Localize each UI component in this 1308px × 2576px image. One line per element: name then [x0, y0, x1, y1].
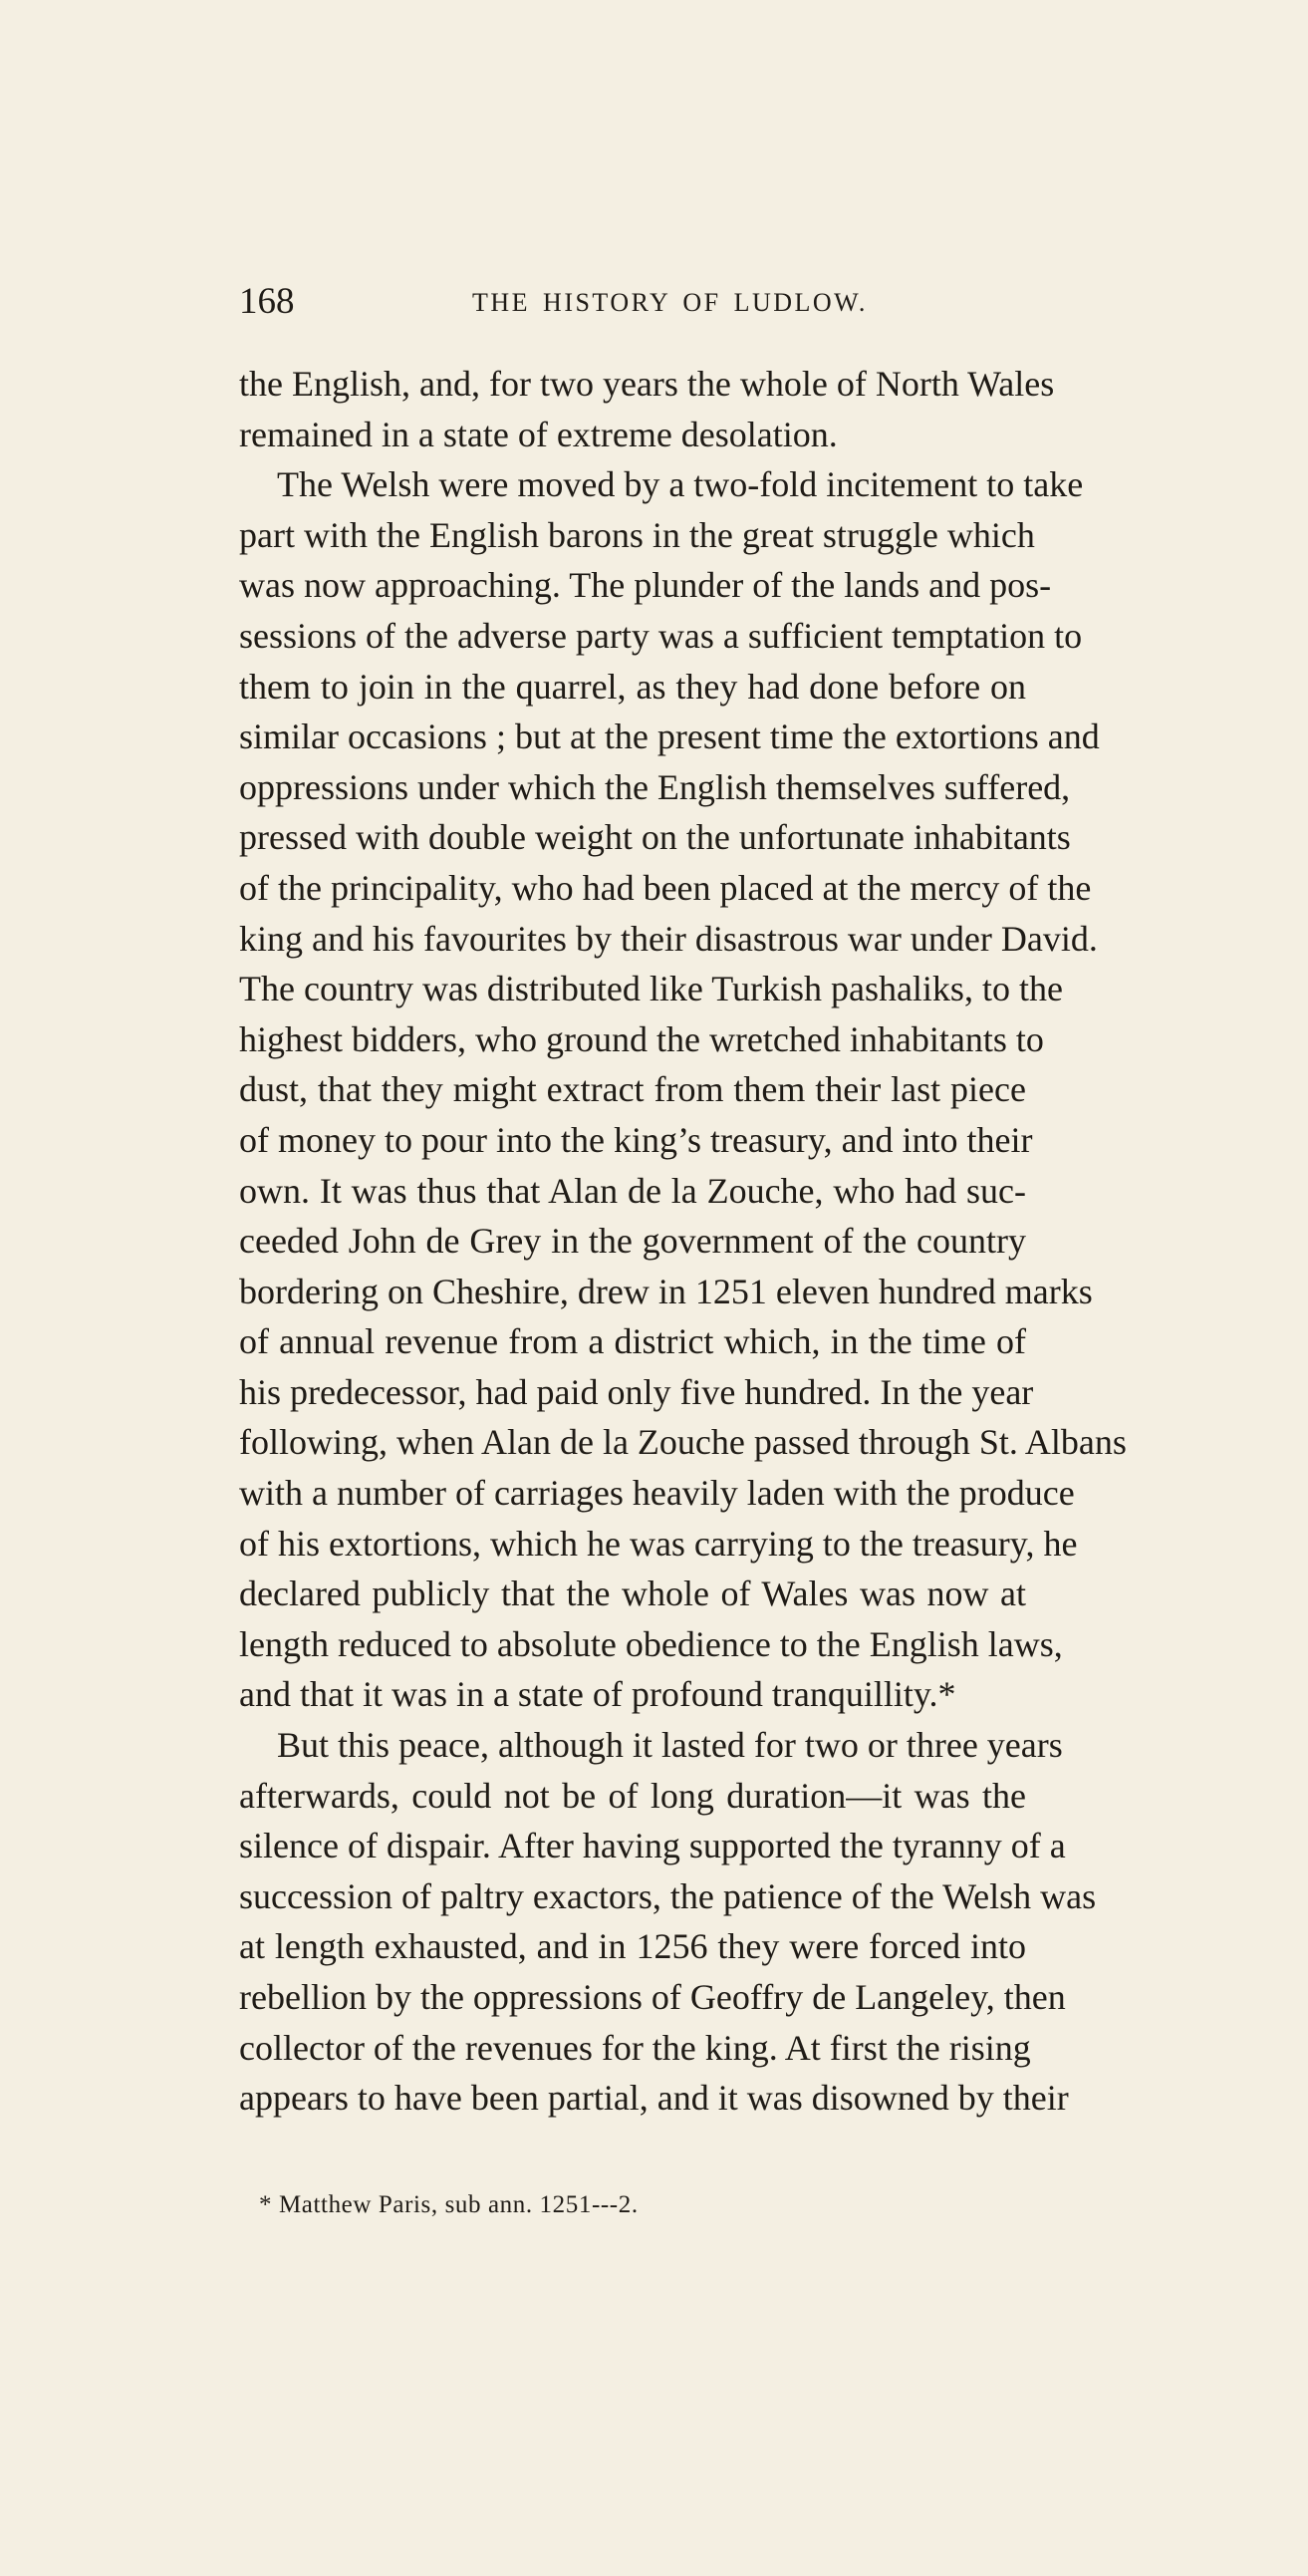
- running-head: [239, 277, 1016, 327]
- text-line: collector of the revenues for the king. At first the rising: [239, 2027, 1031, 2068]
- text-line: king and his favourites by their disastrous war under David.: [239, 918, 1098, 959]
- text-line: of his extortions, which he was carrying to the treasury, he: [239, 1523, 1078, 1564]
- running-title: THE HISTORY OF LUDLOW.: [472, 288, 868, 317]
- text-line: his predecessor, had paid only five hundred. In the year: [239, 1371, 1034, 1412]
- text-line: sessions of the adverse party was a sufficient temptation to: [239, 615, 1083, 656]
- text-line: declared publicly that the whole of Wales was now at: [239, 1574, 1026, 1614]
- text-line: of money to pour into the king’s treasury, and into their: [239, 1119, 1033, 1160]
- text-line: silence of dispair. After having supported the tyranny of a: [239, 1826, 1066, 1866]
- text-line: them to join in the quarrel, as they had done before on: [239, 666, 1026, 707]
- text-line: with a number of carriages heavily laden with the produce: [239, 1473, 1075, 1514]
- text-line: oppressions under which the English themselves suffered,: [239, 766, 1071, 807]
- text-line: of annual revenue from a district which, in the time of: [239, 1321, 1026, 1362]
- text-line: part with the English barons in the great struggle which: [239, 514, 1035, 555]
- text-line: appears to have been partial, and it was disowned by their: [239, 2078, 1069, 2119]
- text-line: of the principality, who had been placed at the mercy of the: [239, 867, 1092, 908]
- text-line: dust, that they might extract from them their last piece: [239, 1069, 1026, 1110]
- text-line: following, when Alan de la Zouche passed through St. Albans: [239, 1422, 1127, 1463]
- page-number: 168: [239, 281, 295, 322]
- text-line: But this peace, although it lasted for two or three years: [277, 1725, 1063, 1766]
- text-line: rebellion by the oppressions of Geoffry de Langeley, then: [239, 1977, 1066, 2017]
- text-line: The country was distributed like Turkish pashaliks, to the: [239, 969, 1063, 1009]
- text-line: the English, and, for two years the whole of North Wales: [239, 364, 1055, 404]
- text-line: at length exhausted, and in 1256 they were forced into: [239, 1926, 1026, 1967]
- text-line: remained in a state of extreme desolation.: [239, 414, 838, 454]
- body-text: [239, 359, 1127, 2124]
- text-line: The Welsh were moved by a two-fold incitement to take: [277, 464, 1084, 505]
- text-line: bordering on Cheshire, drew in 1251 eleven hundred marks: [239, 1271, 1093, 1311]
- text-line: afterwards, could not be of long duration—it was the: [239, 1775, 1026, 1816]
- text-line: own. It was thus that Alan de la Zouche, who had suc-: [239, 1170, 1026, 1211]
- text-line: and that it was in a state of profound tranquillity.*: [239, 1674, 956, 1715]
- text-line: was now approaching. The plunder of the lands and pos-: [239, 565, 1052, 606]
- text-line: succession of paltry exactors, the patience of the Welsh was: [239, 1875, 1097, 1916]
- text-line: highest bidders, who ground the wretched inhabitants to: [239, 1018, 1044, 1059]
- footnote: * Matthew Paris, sub ann. 1251---2.: [259, 2191, 639, 2218]
- text-line: ceeded John de Grey in the government of the country: [239, 1221, 1026, 1262]
- text-line: pressed with double weight on the unfortunate inhabitants: [239, 817, 1071, 858]
- text-line: similar occasions ; but at the present time the extortions and: [239, 716, 1100, 757]
- text-line: length reduced to absolute obedience to the English laws,: [239, 1623, 1063, 1664]
